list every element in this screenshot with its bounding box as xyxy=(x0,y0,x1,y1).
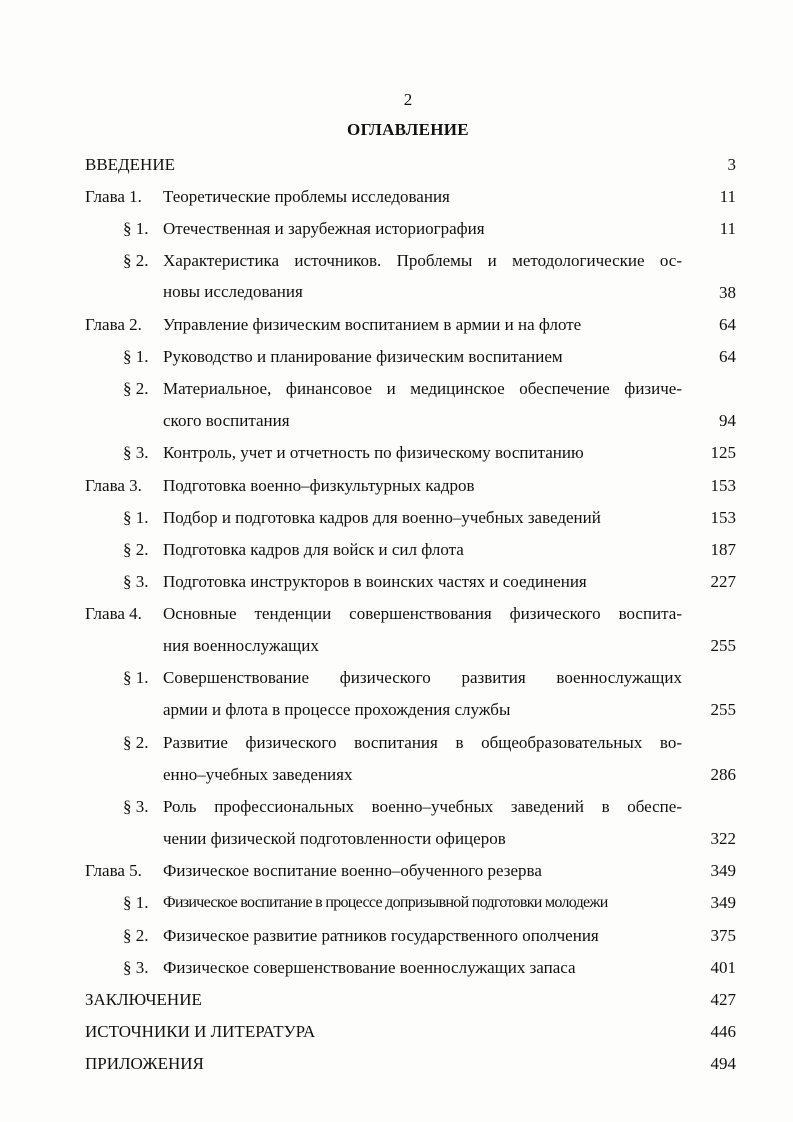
page-number: 2 xyxy=(403,90,413,109)
toc-page-conclusion: 427 xyxy=(710,990,736,1009)
toc-title: ОГЛАВЛЕНИЕ xyxy=(347,120,469,139)
toc-section-4-1-line2: армии и флота в процессе прохождения службы xyxy=(163,700,511,719)
section-label: § 2. xyxy=(123,251,149,270)
section-label: § 1. xyxy=(123,347,149,366)
toc-chapter-1 xyxy=(85,187,142,207)
toc-section-4-1-line1: Совершенствование физического развития военнослужащих xyxy=(163,668,682,687)
toc-section-4-3-line1: Роль профессиональных военно–учебных заведений в обеспе- xyxy=(163,797,682,816)
toc-section-4-3-line2: чении физической подготовленности офицеров xyxy=(163,829,506,848)
section-label: § 1. xyxy=(123,893,149,912)
toc-page-ch5-s3: 401 xyxy=(710,958,736,977)
toc-page-ch4-s1: 255 xyxy=(710,700,736,719)
toc-section-2-3: Контроль, учет и отчетность по физическому воспитанию xyxy=(163,443,584,462)
toc-section-4-2-line1: Развитие физического воспитания в общеобразовательных во- xyxy=(163,733,682,752)
toc-page-ch2-s3: 125 xyxy=(710,443,736,462)
toc-section-2-2-line1: Материальное, финансовое и медицинское обеспечение физиче- xyxy=(163,379,682,398)
toc-page-ch1-s2: 38 xyxy=(719,283,736,302)
toc-page-ch1-s1: 11 xyxy=(719,219,736,238)
toc-page-ch2: 64 xyxy=(719,315,736,334)
toc-page-ch5-s2: 375 xyxy=(710,926,736,945)
toc-entry-sources: ИСТОЧНИКИ И ЛИТЕРАТУРА xyxy=(85,1022,316,1041)
toc-page-ch5-s1: 349 xyxy=(710,893,736,912)
section-label: § 2. xyxy=(123,733,149,752)
toc-section-5-3: Физическое совершенствование военнослужащих запаса xyxy=(163,958,576,977)
chapter-label: Глава 5. xyxy=(85,861,142,880)
toc-page-ch2-s2: 94 xyxy=(719,411,736,430)
section-label: § 3. xyxy=(123,572,149,591)
toc-section-1-2-line1: Характеристика источников. Проблемы и методологические ос- xyxy=(163,251,682,270)
section-label: § 2. xyxy=(123,540,149,559)
toc-entry-intro xyxy=(85,155,175,175)
chapter-label: Глава 2. xyxy=(85,315,142,334)
toc-section-1-2-line2: новы исследования xyxy=(163,282,303,301)
toc-chapter-3-text: Подготовка военно–физкультурных кадров xyxy=(163,476,475,495)
section-label: § 1. xyxy=(123,668,149,687)
section-label: § 3. xyxy=(123,443,149,462)
toc-page-ch1: 11 xyxy=(719,187,736,206)
toc-chapter-5-text: Физическое воспитание военно–обученного резерва xyxy=(163,861,542,880)
toc-page-sources: 446 xyxy=(710,1022,736,1041)
toc-entry-text: ВВЕДЕНИЕ xyxy=(85,155,175,174)
toc-page-ch2-s1: 64 xyxy=(719,347,736,366)
toc-chapter-4-line2: ния военнослужащих xyxy=(163,636,319,655)
toc-page-ch3: 153 xyxy=(710,476,736,495)
toc-section-2-1: Руководство и планирование физическим воспитанием xyxy=(163,347,563,366)
section-label: § 1. xyxy=(123,219,149,238)
section-label: § 3. xyxy=(123,958,149,977)
toc-page-ch3-s3: 227 xyxy=(710,572,736,591)
toc-section-3-1: Подбор и подготовка кадров для военно–учебных заведений xyxy=(163,508,601,527)
section-label: § 2. xyxy=(123,926,149,945)
section-label: § 1. xyxy=(123,508,149,527)
toc-section-4-2-line2: енно–учебных заведениях xyxy=(163,765,353,784)
toc-page-ch3-s1: 153 xyxy=(710,508,736,527)
toc-section-3-2: Подготовка кадров для войск и сил флота xyxy=(163,540,464,559)
toc-page-intro: 3 xyxy=(727,155,736,174)
toc-page-ch4: 255 xyxy=(710,636,736,655)
toc-entry-conclusion: ЗАКЛЮЧЕНИЕ xyxy=(85,990,202,1009)
section-label: § 2. xyxy=(123,379,149,398)
toc-entry-appendices: ПРИЛОЖЕНИЯ xyxy=(85,1054,204,1073)
toc-chapter-4-line1: Основные тенденции совершенствования физического воспита- xyxy=(163,604,682,623)
chapter-label: Глава 3. xyxy=(85,476,142,495)
section-label: § 3. xyxy=(123,797,149,816)
toc-chapter-2-text: Управление физическим воспитанием в армии и на флоте xyxy=(163,315,582,334)
toc-page-ch5: 349 xyxy=(710,861,736,880)
toc-section-5-2: Физическое развитие ратников государственного ополчения xyxy=(163,926,599,945)
toc-page-ch4-s3: 322 xyxy=(710,829,736,848)
toc-page-ch3-s2: 187 xyxy=(710,540,736,559)
toc-section-2-2-line2: ского воспитания xyxy=(163,411,290,430)
toc-page-ch4-s2: 286 xyxy=(710,765,736,784)
chapter-label: Глава 1. xyxy=(85,187,142,206)
toc-page-appendices: 494 xyxy=(710,1054,736,1073)
toc-section-1-1: Отечественная и зарубежная историография xyxy=(163,219,485,238)
toc-chapter-1-text: Теоретические проблемы исследования xyxy=(163,187,450,206)
toc-section-5-1: Физическое воспитание в процессе допризывной подготовки молодежи xyxy=(163,894,608,911)
chapter-label: Глава 4. xyxy=(85,604,142,623)
toc-section-3-3: Подготовка инструкторов в воинских частях и соединения xyxy=(163,572,587,591)
